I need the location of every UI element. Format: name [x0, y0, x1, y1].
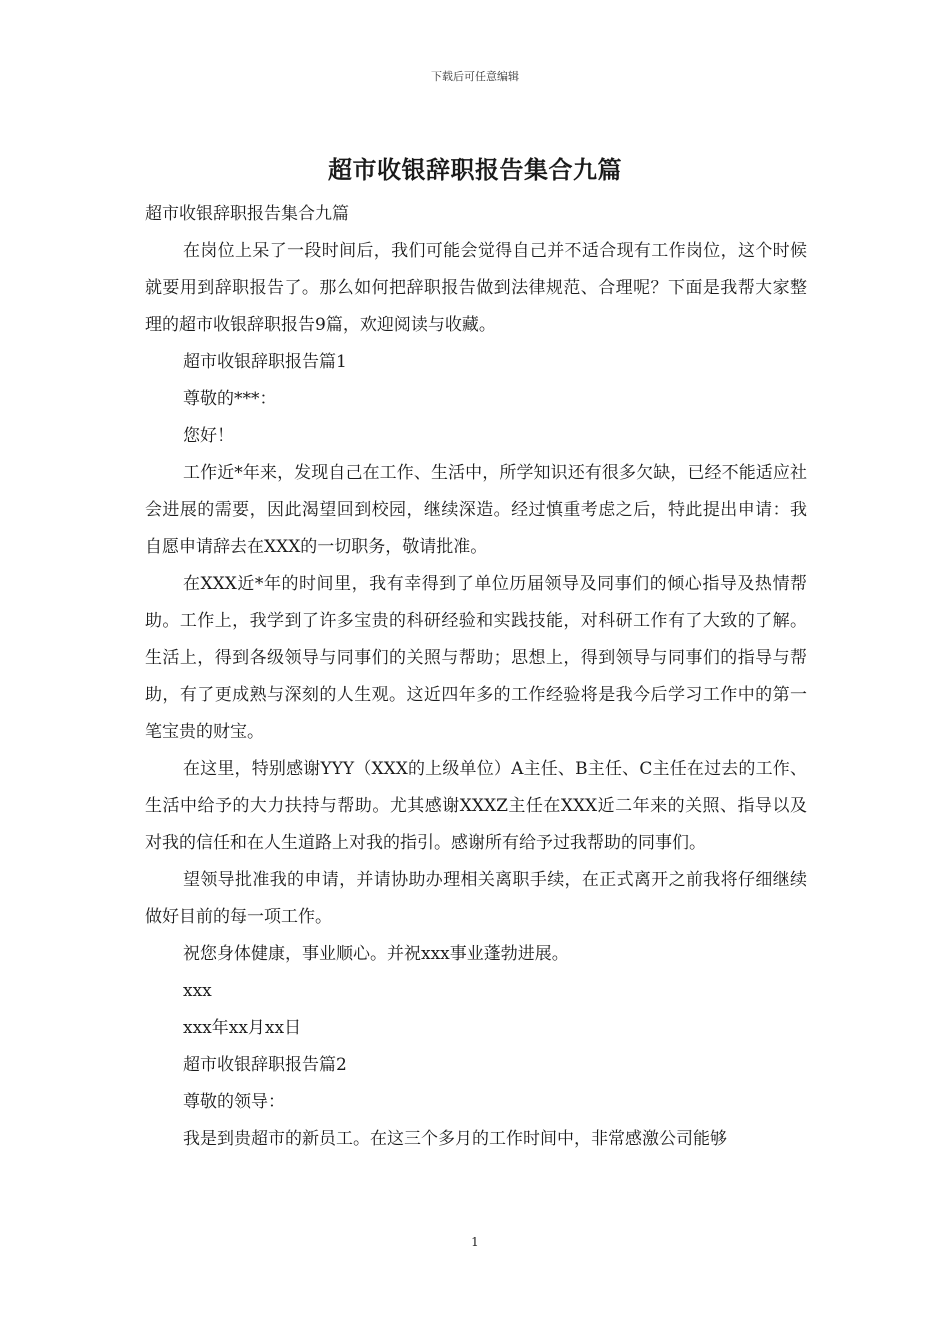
- intro-paragraph: 在岗位上呆了一段时间后，我们可能会觉得自己并不适合现有工作岗位，这个时候就要用到辞职报告了。那么如何把辞职报告做到法律规范、合理呢？下面是我帮大家整理的超市收银辞职报告9篇，欢迎阅读与收藏。: [145, 241, 807, 335]
- body-paragraph: 工作近*年来，发现自己在工作、生活中，所学知识还有很多欠缺，已经不能适应社会进展的需要，因此渴望回到校园，继续深造。经过慎重考虑之后，特此提出申请：我自愿申请辞去在XXX的一切职务，敬请批准。: [145, 463, 807, 557]
- page-number: 1: [471, 1235, 479, 1249]
- document-subtitle: 超市收银辞职报告集合九篇: [145, 204, 349, 224]
- body-paragraph: 在这里，特别感谢YYY（XXX的上级单位）A主任、B主任、C主任在过去的工作、生活中给予的大力扶持与帮助。尤其感谢XXXZ主任在XXX近二年来的关照、指导以及对我的信任和在人生道路上对我的指引。感谢所有给予过我帮助的同事们。: [145, 759, 807, 853]
- greeting-1: 您好！: [183, 426, 234, 446]
- section-heading-2: 超市收银辞职报告篇2: [183, 1055, 347, 1075]
- section-heading-1: 超市收银辞职报告篇1: [183, 352, 347, 372]
- header-note: 下载后可任意编辑: [431, 70, 519, 83]
- salutation-2: 尊敬的领导：: [183, 1092, 285, 1112]
- document-title: 超市收银辞职报告集合九篇: [328, 155, 622, 184]
- body-paragraph: 在XXX近*年的时间里，我有幸得到了单位历届领导及同事们的倾心指导及热情帮助。工作上，我学到了许多宝贵的科研经验和实践技能，对科研工作有了大致的了解。生活上，得到各级领导与同事们的关照与帮助；思想上，得到领导与同事们的指导与帮助，有了更成熟与深刻的人生观。这近四年多的工作经验将是我今后学习工作中的第一笔宝贵的财宝。: [145, 574, 807, 742]
- signature: xxx: [183, 981, 212, 1001]
- signature-date: xxx年xx月xx日: [183, 1018, 302, 1038]
- body-paragraph: 望领导批准我的申请，并请协助办理相关离职手续，在正式离开之前我将仔细继续做好目前的每一项工作。: [145, 870, 807, 927]
- salutation-1: 尊敬的***：: [183, 389, 277, 409]
- body-paragraph: 我是到贵超市的新员工。在这三个多月的工作时间中，非常感激公司能够: [183, 1129, 727, 1149]
- document-body: [145, 196, 807, 1158]
- closing-line: 祝您身体健康，事业顺心。并祝xxx事业蓬勃进展。: [183, 944, 569, 964]
